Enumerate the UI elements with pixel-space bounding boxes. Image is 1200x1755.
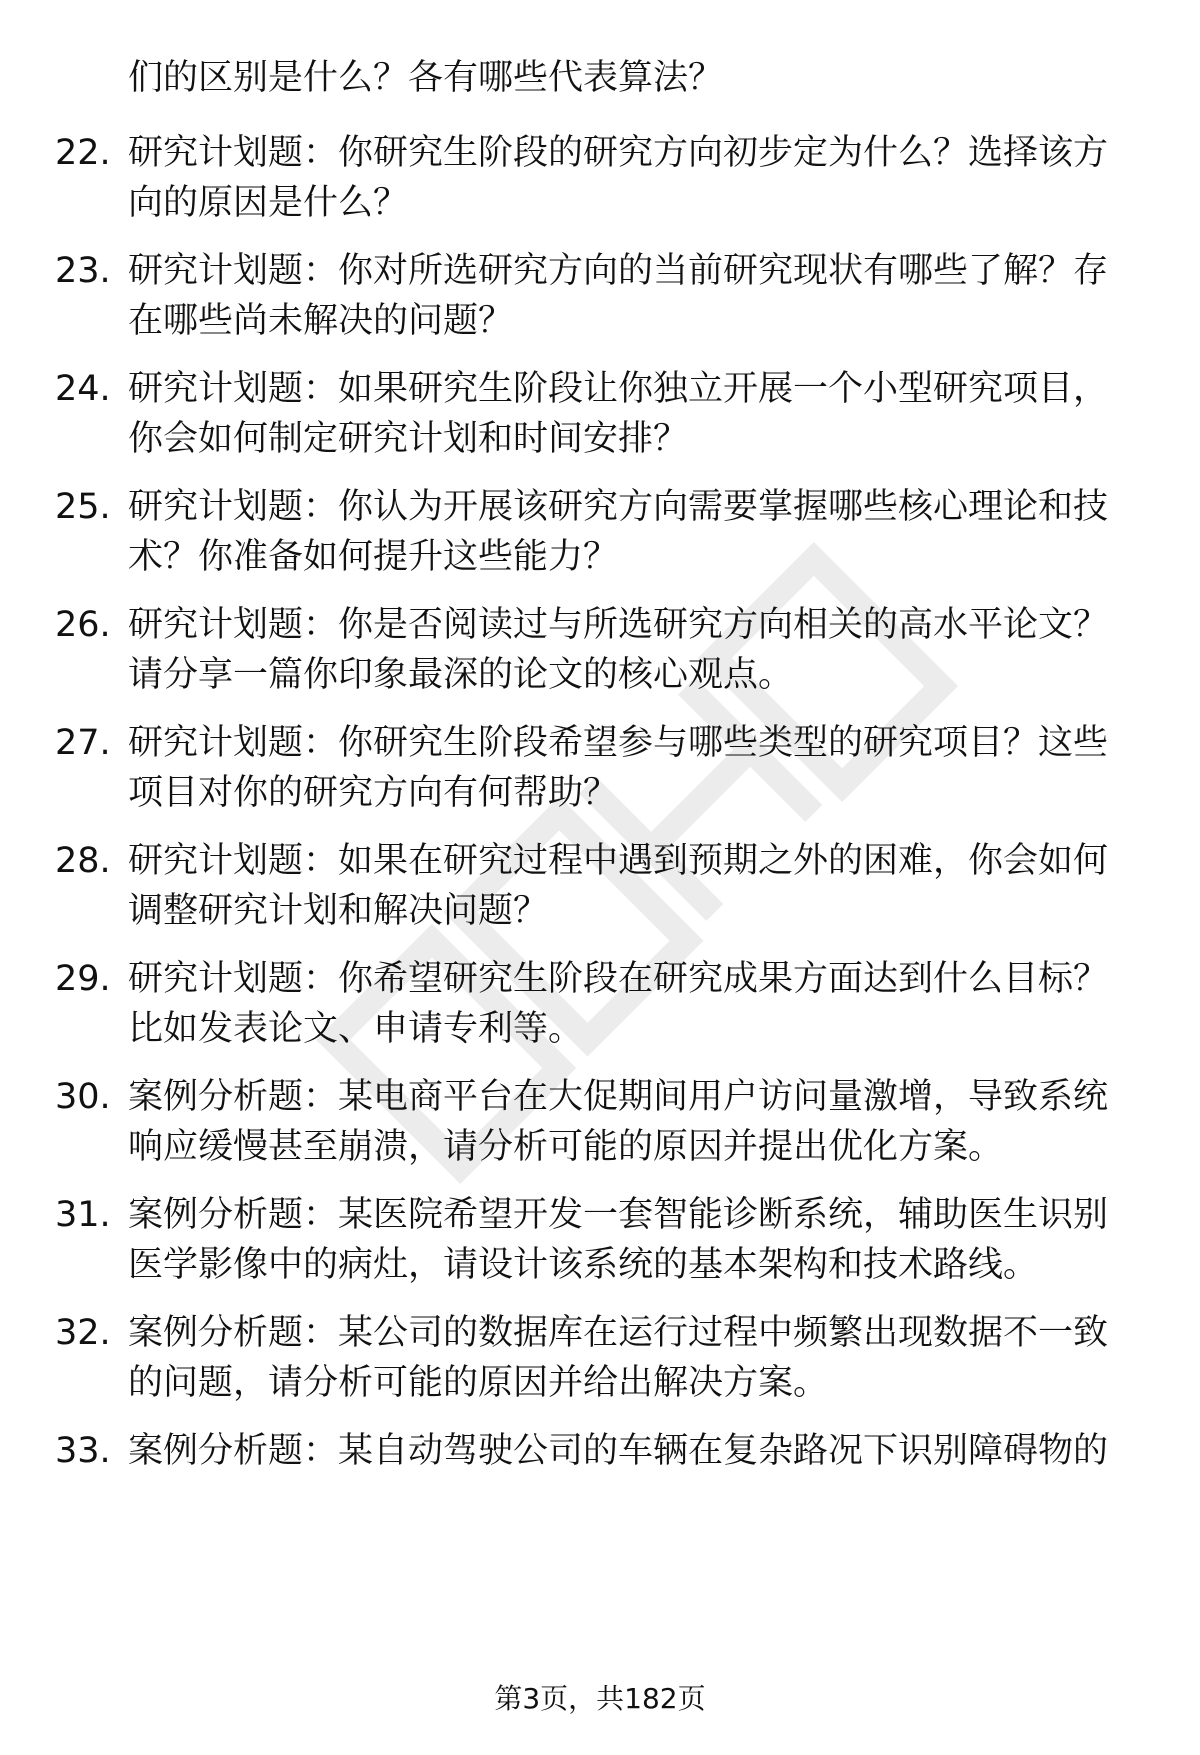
- item-text: 案例分析题：某自动驾驶公司的车辆在复杂路况下识别障碍物的: [128, 1431, 1109, 1471]
- item-text: 案例分析题：某电商平台在大促期间用户访问量激增，导致系统 响应缓慢甚至崩溃，请分析可能的原因并提出优化方案。: [128, 1077, 1109, 1167]
- item-text: 研究计划题：你研究生阶段希望参与哪些类型的研究项目？这些 项目对你的研究方向有何帮助？: [128, 723, 1109, 813]
- item-number: 30.: [55, 1077, 111, 1117]
- item-text: 研究计划题：你对所选研究方向的当前研究现状有哪些了解？存 在哪些尚未解决的问题？: [128, 251, 1109, 341]
- item-number: 29.: [55, 959, 111, 999]
- item-text: 研究计划题：你希望研究生阶段在研究成果方面达到什么目标？ 比如发表论文、申请专利等。: [128, 959, 1109, 1049]
- item-number: 32.: [55, 1313, 111, 1353]
- item-text: 研究计划题：你认为开展该研究方向需要掌握哪些核心理论和技 术？你准备如何提升这些能力？: [128, 487, 1109, 577]
- item-number: 26.: [55, 605, 111, 645]
- item-text: 研究计划题：如果研究生阶段让你独立开展一个小型研究项目， 你会如何制定研究计划和时间安排？: [128, 369, 1109, 459]
- item-text: 案例分析题：某医院希望开发一套智能诊断系统，辅助医生识别 医学影像中的病灶，请设计该系统的基本架构和技术路线。: [128, 1195, 1109, 1285]
- item-text: 研究计划题：你是否阅读过与所选研究方向相关的高水平论文？ 请分享一篇你印象最深的论文的核心观点。: [128, 605, 1109, 695]
- item-text: 们的区别是什么？各有哪些代表算法？: [128, 58, 724, 98]
- item-number: 27.: [55, 723, 111, 763]
- item-number: 31.: [55, 1195, 111, 1235]
- item-text: 研究计划题：如果在研究过程中遇到预期之外的困难，你会如何 调整研究计划和解决问题？: [128, 841, 1109, 931]
- item-number: 25.: [55, 487, 111, 527]
- item-number: 28.: [55, 841, 111, 881]
- page-footer: 第3页，共182页: [494, 1682, 706, 1715]
- item-text: 研究计划题：你研究生阶段的研究方向初步定为什么？选择该方 向的原因是什么？: [128, 133, 1109, 223]
- item-text: 案例分析题：某公司的数据库在运行过程中频繁出现数据不一致 的问题，请分析可能的原因并给出解决方案。: [128, 1313, 1109, 1403]
- item-number: 24.: [55, 369, 111, 409]
- item-number: 23.: [55, 251, 111, 291]
- item-number: 22.: [55, 133, 111, 173]
- item-number: 33.: [55, 1431, 111, 1471]
